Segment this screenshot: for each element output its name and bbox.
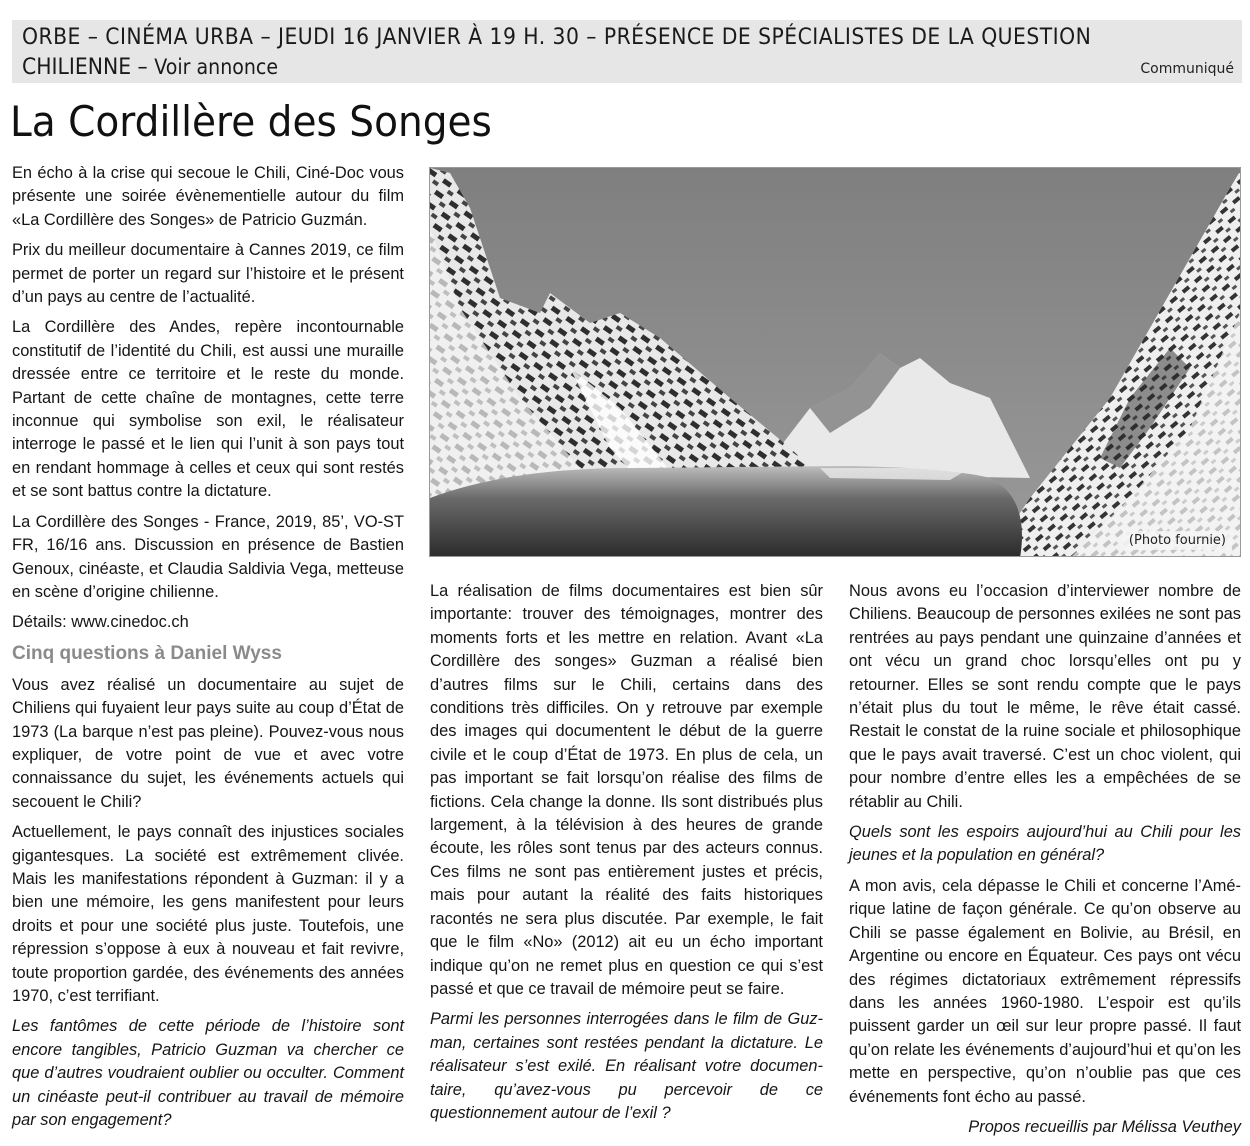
mountain-lake-photo xyxy=(429,167,1241,557)
banner-event-info-tail: CHILIENNE – xyxy=(22,54,155,80)
see-announcement-link[interactable]: Voir annonce xyxy=(154,55,279,79)
author-signature: Propos recueillis par Mélissa Veuthey xyxy=(968,1117,1241,1136)
article-title: La Cordillère des Songes xyxy=(10,97,492,146)
intro-paragraph: La Cordillère des Andes, repère incontournable constitutif de l’identité du Chili, est aussi une muraille dressée entre ce territoire et le reste du monde. Partant de cette chaîne de montagnes, cette terre inconnue qui symbolise son exil, le réalisateur interroge le passé et le lien qui l’unit à son pays tout en rendant hommage à celles et ceux qui sont restés et se sont battus contre la dictature. xyxy=(12,318,404,501)
middle-column xyxy=(430,580,823,1132)
details-link[interactable]: Détails: www.cinedoc.ch xyxy=(12,613,189,632)
answer-1: Actuellement, le pays connaît des injustices sociales gigantesques. La société est extrêmement clivée. Mais les manifestations répondent à Guzman: il y a bien une mémoire, les gens manifestent pour leurs droits et pour une société plus juste. Toutefois, une répression s’oppose à eux à nouveau et fait revivre, toute proportion gardée, des événements des années 1970, c’est terrifiant. xyxy=(12,823,404,1005)
mountain-photo-image xyxy=(430,168,1241,557)
question-3: Parmi les personnes interrogées dans le film de Guzman, certaines sont restées pendant la dictature. Le réalisateur s’est exilé. En réalisant votre documentaire, qu’avez-vous pu percevoir de ce questionnement autour de l’exil ? xyxy=(430,1010,823,1122)
question-2: Les fantômes de cette période de l’histoire sont encore tangibles, Patricio Guzman va chercher ce que d’autres voudraient oublier ou occulter. Comment un cinéaste peut-il contribuer au travail de mémoire par son engagement? xyxy=(12,1017,404,1130)
answer-3: Nous avons eu l’occasion d’interviewer nombre de Chiliens. Beaucoup de personnes exilées ne sont pas rentrées au pays pendant une quinzaine d’années et ont vécu un grand choc lorsqu’elles ont pu y retourner. Elles se sont rendu compte que le pays n’était plus du tout le même, le rêve était cassé. Restait le constat de la ruine sociale et philosophique que le pays avait traversé. C’est un choc violent, qui pour nombre d’entre elles les a empêchées de se rétablir au Chili. xyxy=(849,582,1241,811)
question-1: Vous avez réalisé un documentaire au sujet de Chiliens qui fuyaient leur pays suite au coup d’État de 1973 (La barque n’est pas pleine). Pouvez-vous nous expliquer, de votre point de vue et avec votre connaissance du sujet, les événements actuels qui secouent le Chili? xyxy=(12,675,404,811)
event-banner xyxy=(12,20,1242,83)
left-column xyxy=(12,162,404,1139)
answer-2: La réalisation de films documentaires est bien sûr importante: trouver des témoignages, montrer des moments forts et les mettre en relation. Avant «La Cordillère des songes» Guzman a réalisé bien d’autres films sur le Chili, certains dans des conditions très difficiles. On y retrouve par exemple des images qui documentent le début de la guerre civile et le coup d’État de 1973. En plus de cela, un pas important se fait lorsqu’on réalise des films de fictions. Cela change la donne. Ils sont distribués plus largement, à la télévision à des heures de grande écoute, les rôles sont tenus par des acteurs connus. Ces films ne sont pas entièrement justes et précis, mais pour autant la réalité des faits historiques racontés ne sera plus discutée. Par exemple, le fait que le film «No» (2012) ait eu un écho important indique qu’on ne remet plus en question ce qui s’est passé et que ce travail de mémoire peut se faire. xyxy=(430,582,823,998)
film-details-paragraph: La Cordillère des Songes - France, 2019, 85’, VO-ST FR, 16/16 ans. Discussion en présence de Bastien Genoux, cinéaste, et Claudia Saldivia Vega, metteuse en scène d’origine chilienne. xyxy=(12,512,404,601)
right-column xyxy=(849,580,1241,1146)
interview-heading: Cinq questions à Daniel Wyss xyxy=(12,642,282,664)
intro-paragraph: Prix du meilleur documentaire à Cannes 2019, ce film permet de porter un regard sur l’histoire et le présent d’un pays au centre de l’actualité. xyxy=(12,241,404,307)
question-4: Quels sont les espoirs aujourd’hui au Chili pour les jeunes et la population en général? xyxy=(849,823,1241,865)
banner-event-info: ORBE – CINÉMA URBA – JEUDI 16 JANVIER À 19 H. 30 – PRÉSENCE DE SPÉCIALISTES DE LA QUESTION xyxy=(22,24,1092,50)
intro-paragraph: En écho à la crise qui secoue le Chili, Ciné-Doc vous présente une soirée évènementielle autour du film «La Cordillère des Songes» de Patricio Guzmán. xyxy=(12,164,404,229)
banner-event-info-cont xyxy=(22,53,278,81)
answer-4: A mon avis, cela dépasse le Chili et concerne l’Amérique latine de façon générale. Ce qu’on observe au Chili se passe également en Bolivie, au Brésil, en Argentine ou encore en Équateur. Ces pays ont vécu des régimes dictatoriaux extrêmement répressifs dans les années 1960-1980. L’espoir est qu’ils puissent garder un œil sur leur propre passé. Il faut qu’on relate les événements d’aujourd’hui et qu’on les mette en perspective, qu’on n’oublie pas que ces événements font écho au passé. xyxy=(849,876,1241,1106)
press-release-tag: Communiqué xyxy=(1140,61,1234,77)
photo-credit: (Photo fournie) xyxy=(1123,531,1232,550)
